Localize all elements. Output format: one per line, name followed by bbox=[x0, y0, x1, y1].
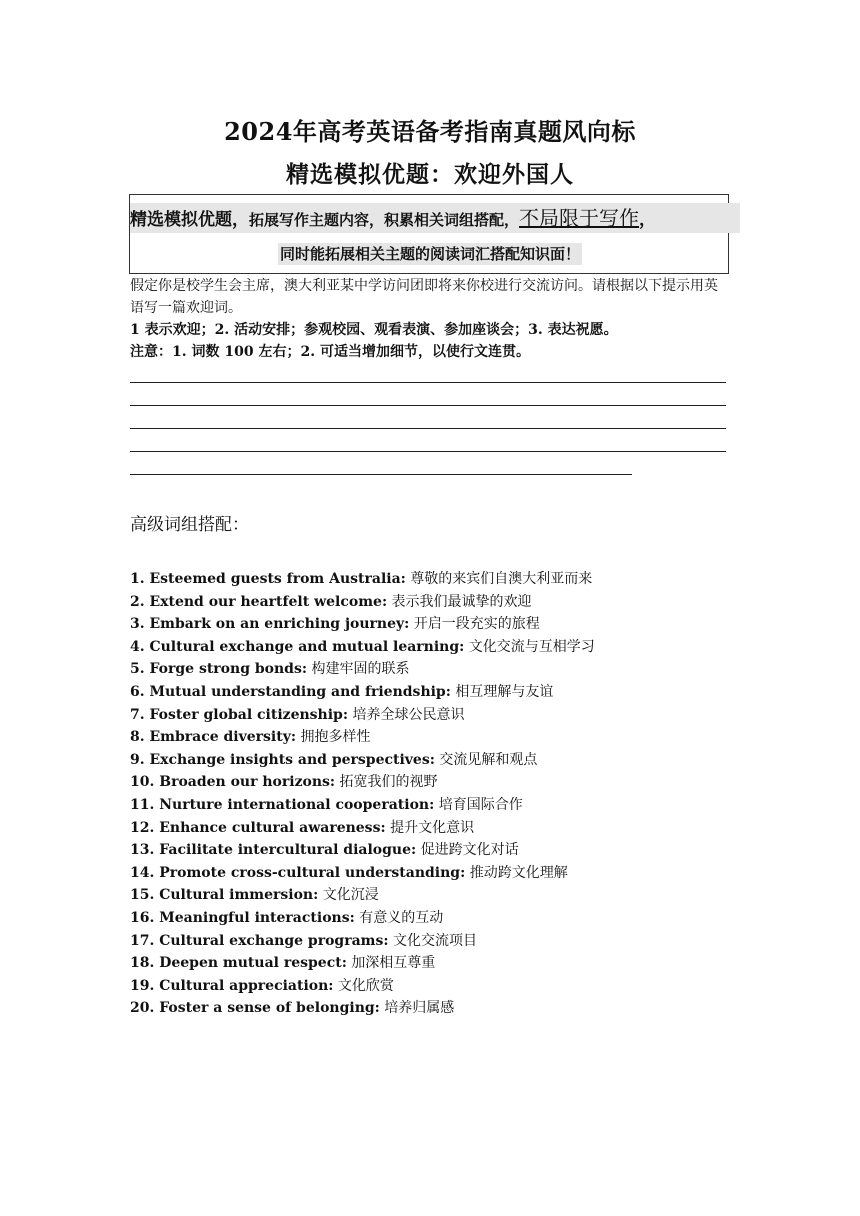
vocab-item bbox=[130, 658, 595, 681]
answer-line bbox=[130, 474, 632, 475]
vocab-chinese: 有意义的互动 bbox=[354, 909, 444, 926]
vocab-item bbox=[130, 726, 595, 749]
vocab-item bbox=[130, 817, 595, 840]
vocab-english: 6. Mutual understanding and friendship: bbox=[130, 683, 451, 700]
vocab-english: 20. Foster a sense of belonging: bbox=[130, 1000, 380, 1017]
vocab-english: 17. Cultural exchange programs: bbox=[130, 932, 389, 949]
vocab-chinese: 拓宽我们的视野 bbox=[335, 774, 438, 791]
vocab-item bbox=[130, 704, 595, 727]
vocab-english: 7. Foster global citizenship: bbox=[130, 706, 349, 723]
vocab-chinese: 促进跨文化对话 bbox=[416, 842, 519, 859]
vocab-english: 10. Broaden our horizons: bbox=[130, 774, 336, 791]
vocab-chinese: 加深相互尊重 bbox=[346, 955, 436, 972]
vocab-english: 16. Meaningful interactions: bbox=[130, 909, 355, 926]
promo-text-comma: ， bbox=[639, 210, 657, 230]
vocab-chinese: 推动跨文化理解 bbox=[465, 864, 568, 881]
vocab-english: 5. Forge strong bonds: bbox=[130, 661, 307, 678]
vocab-item bbox=[130, 930, 595, 953]
vocab-chinese: 提升文化意识 bbox=[385, 819, 475, 836]
vocab-english: 11. Nurture international cooperation: bbox=[130, 796, 435, 813]
promo-text-b: 拓展写作主题内容，积累相关词组搭配， bbox=[249, 211, 520, 229]
vocab-item bbox=[130, 591, 595, 614]
promo-box bbox=[129, 194, 729, 274]
vocab-chinese: 文化交流与互相学习 bbox=[464, 638, 595, 655]
vocab-item bbox=[130, 749, 595, 772]
vocab-chinese: 文化欣赏 bbox=[333, 977, 394, 994]
page-title: 2024年高考英语备考指南真题风向标 bbox=[224, 117, 636, 146]
task-points: 1 表示欢迎；2. 活动安排；参观校园、观看表演、参加座谈会；3. 表达祝愿。 bbox=[130, 322, 618, 338]
vocab-chinese: 培养全球公民意识 bbox=[348, 706, 465, 723]
vocab-item bbox=[130, 952, 595, 975]
answer-line bbox=[130, 428, 726, 429]
promo-text-2: 同时能拓展相关主题的阅读词汇搭配知识面！ bbox=[279, 245, 580, 263]
answer-lines bbox=[130, 382, 726, 387]
vocab-item bbox=[130, 884, 595, 907]
promo-line-2 bbox=[130, 243, 730, 264]
vocab-item bbox=[130, 636, 595, 659]
vocab-chinese: 拥抱多样性 bbox=[296, 729, 371, 746]
vocab-item bbox=[130, 907, 595, 930]
vocab-section-title: 高级词组搭配： bbox=[130, 515, 249, 535]
vocab-english: 1. Esteemed guests from Australia: bbox=[130, 571, 406, 587]
task-note: 注意：1. 词数 100 左右；2. 可适当增加细节，以使行文连贯。 bbox=[130, 344, 530, 360]
vocab-item bbox=[130, 771, 595, 794]
promo-text-emphasis: 不局限于写作 bbox=[519, 206, 640, 230]
vocab-english: 13. Facilitate intercultural dialogue: bbox=[130, 842, 417, 859]
vocab-english: 18. Deepen mutual respect: bbox=[130, 955, 347, 972]
page-subtitle: 精选模拟优题：欢迎外国人 bbox=[286, 161, 574, 188]
vocab-item bbox=[130, 862, 595, 885]
vocab-chinese: 开启一段充实的旅程 bbox=[409, 616, 540, 633]
vocab-item bbox=[130, 997, 595, 1020]
vocab-item bbox=[130, 839, 595, 862]
vocab-english: 12. Enhance cultural awareness: bbox=[130, 819, 386, 836]
vocab-chinese: 文化沉浸 bbox=[318, 887, 379, 904]
vocab-item bbox=[130, 975, 595, 998]
vocab-item bbox=[130, 568, 595, 591]
vocab-english: 4. Cultural exchange and mutual learning: bbox=[130, 638, 465, 655]
vocab-chinese: 构建牢固的联系 bbox=[307, 661, 410, 678]
vocab-item bbox=[130, 794, 595, 817]
vocab-english: 14. Promote cross-cultural understanding: bbox=[130, 864, 466, 881]
vocab-list bbox=[130, 568, 595, 1020]
answer-line bbox=[130, 382, 726, 383]
vocab-item bbox=[130, 613, 595, 636]
vocab-chinese: 文化交流项目 bbox=[388, 932, 477, 949]
vocab-english: 19. Cultural appreciation: bbox=[130, 977, 334, 994]
vocab-chinese: 交流见解和观点 bbox=[434, 751, 538, 768]
vocab-chinese: 表示我们最诚挚的欢迎 bbox=[387, 593, 532, 610]
task-prompt: 假定你是校学生会主席，澳大利亚某中学访问团即将来你校进行交流访问。请根据以下提示用英语写一篇欢迎词。 bbox=[130, 278, 718, 316]
vocab-item bbox=[130, 681, 595, 704]
vocab-chinese: 相互理解与友谊 bbox=[450, 683, 554, 700]
vocab-english: 8. Embrace diversity: bbox=[130, 729, 297, 746]
answer-line bbox=[130, 405, 726, 406]
promo-text-a: 精选模拟优题， bbox=[130, 210, 249, 230]
vocab-english: 15. Cultural immersion: bbox=[130, 887, 319, 904]
vocab-english: 3. Embark on an enriching journey: bbox=[130, 616, 410, 633]
vocab-english: 2. Extend our heartfelt welcome: bbox=[130, 593, 388, 610]
vocab-english: 9. Exchange insights and perspectives: bbox=[130, 751, 435, 768]
answer-line bbox=[130, 451, 726, 452]
vocab-chinese: 尊敬的来宾们自澳大利亚而来 bbox=[405, 571, 593, 587]
vocab-chinese: 培育国际合作 bbox=[434, 796, 523, 813]
writing-task bbox=[130, 275, 730, 363]
vocab-chinese: 培养归属感 bbox=[379, 1000, 455, 1017]
promo-line-1 bbox=[130, 203, 740, 233]
